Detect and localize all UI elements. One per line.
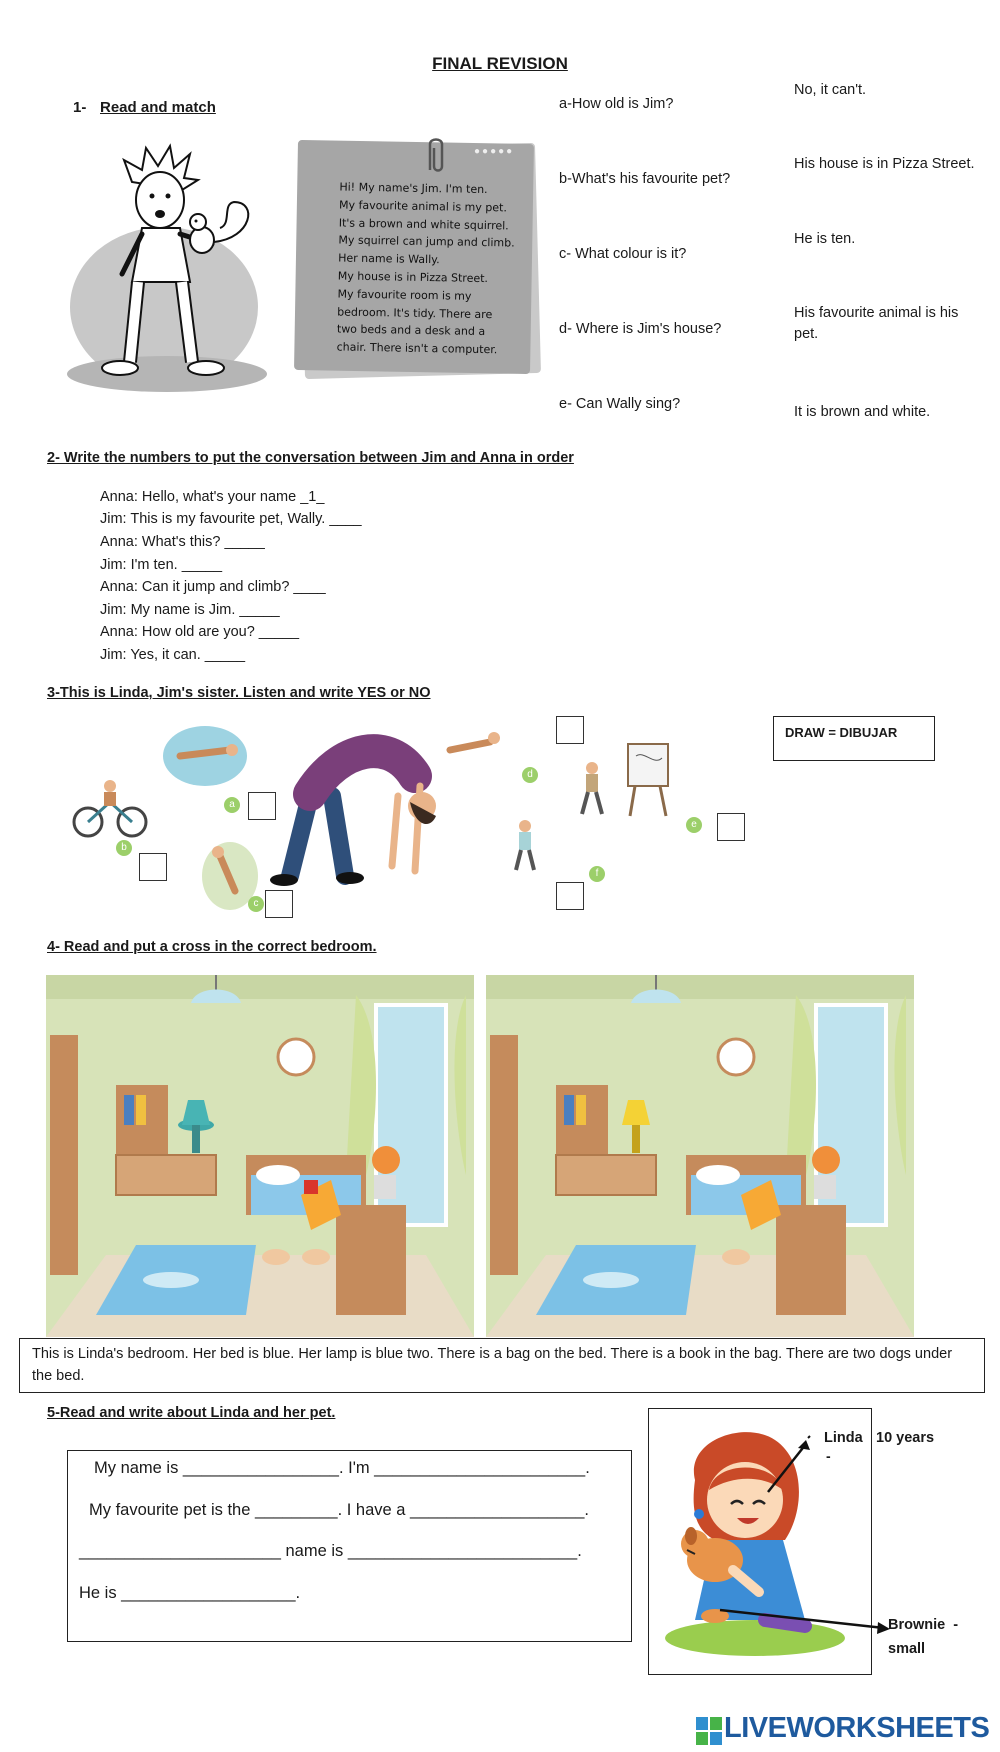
linda-activities-illustration xyxy=(70,706,730,916)
section5-heading: 5-Read and write about Linda and her pet. xyxy=(47,1405,336,1421)
write-line-pet-name[interactable]: ______________________ name is _________________________. xyxy=(79,1542,582,1560)
linda-age: 10 years xyxy=(876,1430,935,1446)
activity-label-e: e xyxy=(686,817,702,833)
conversation-line[interactable]: Jim: Yes, it can. _____ xyxy=(100,647,246,663)
bedroom-description: This is Linda's bedroom. Her bed is blue. Her lamp is blue two. There is a bag on the bed. There is a book in the bag. There are two dogs under the bed. xyxy=(19,1338,985,1393)
section4-heading: 4- Read and put a cross in the correct bedroom. xyxy=(47,939,377,955)
jim-squirrel-illustration xyxy=(62,142,272,392)
note-line: chair. There isn't a computer. xyxy=(336,340,498,357)
activity-label-c: c xyxy=(248,896,264,912)
note-line: bedroom. It's tidy. There are xyxy=(337,305,493,321)
conversation-line[interactable]: Anna: Hello, what's your name _1_ xyxy=(100,489,325,505)
answer-box-b[interactable] xyxy=(139,853,167,881)
note-line: My house is in Pizza Street. xyxy=(337,269,489,286)
activity-label-d: d xyxy=(522,767,538,783)
activity-label-f: f xyxy=(589,866,605,882)
conversation-line[interactable]: Anna: Can it jump and climb? ____ xyxy=(100,579,326,595)
note-text xyxy=(336,178,515,359)
linda-label: Linda xyxy=(824,1430,863,1446)
dog-label: Brownie - xyxy=(888,1617,959,1633)
write-line-pet[interactable]: My favourite pet is the _________. I have a ___________________. xyxy=(89,1501,589,1519)
conversation-line[interactable]: Jim: This is my favourite pet, Wally. ____ xyxy=(100,511,362,527)
conversation-line[interactable]: Anna: How old are you? _____ xyxy=(100,624,300,640)
match-question-d[interactable]: d- Where is Jim's house? xyxy=(559,321,722,337)
label-arrows xyxy=(700,1430,900,1650)
match-answer-1[interactable]: No, it can't. xyxy=(794,82,867,98)
section1-number: 1- xyxy=(73,99,87,116)
conversation-line[interactable]: Anna: What's this? _____ xyxy=(100,534,265,550)
note-line: My favourite animal is my pet. xyxy=(338,198,508,215)
write-line-name-age[interactable]: My name is _________________. I'm _______________________. xyxy=(94,1459,590,1477)
match-question-e[interactable]: e- Can Wally sing? xyxy=(559,396,681,412)
match-answer-5[interactable]: It is brown and white. xyxy=(794,404,931,420)
match-question-b[interactable]: b-What's his favourite pet? xyxy=(559,171,731,187)
conversation-line[interactable]: Jim: My name is Jim. _____ xyxy=(100,602,280,618)
dog-description: small xyxy=(888,1641,926,1657)
answer-box-c[interactable] xyxy=(265,890,293,918)
liveworksheets-logo-icon xyxy=(696,1717,722,1745)
write-line-description[interactable]: He is ___________________. xyxy=(79,1584,301,1602)
liveworksheets-logo-text[interactable]: LIVEWORKSHEETS xyxy=(724,1712,990,1744)
note-line: It's a brown and white squirrel. xyxy=(338,216,509,233)
note-line: My favourite room is my xyxy=(337,287,472,303)
note-line: Her name is Wally. xyxy=(338,251,440,267)
activity-label-b: b xyxy=(116,840,132,856)
match-answer-3[interactable]: He is ten. xyxy=(794,231,856,247)
activity-label-a: a xyxy=(224,797,240,813)
paper-holes: ●●●●● xyxy=(474,146,515,157)
draw-note-box: DRAW = DIBUJAR xyxy=(773,716,935,761)
page-title: FINAL REVISION xyxy=(432,54,568,73)
answer-box-a[interactable] xyxy=(248,792,276,820)
bedroom-right xyxy=(486,975,914,1337)
section2-heading: 2- Write the numbers to put the conversation between Jim and Anna in order xyxy=(47,450,574,466)
answer-box-e[interactable] xyxy=(717,813,745,841)
section3-heading: 3-This is Linda, Jim's sister. Listen and write YES or NO xyxy=(47,685,431,701)
match-answer-4[interactable]: His favourite animal is his pet. xyxy=(794,305,959,342)
match-question-a[interactable]: a-How old is Jim? xyxy=(559,96,674,112)
answer-box-d[interactable] xyxy=(556,716,584,744)
match-answer-2[interactable]: His house is in Pizza Street. xyxy=(794,156,975,172)
section1-heading: Read and match xyxy=(100,99,216,116)
note-line: My squirrel can jump and climb. xyxy=(338,233,515,250)
linda-dash: - xyxy=(826,1448,831,1464)
match-question-c[interactable]: c- What colour is it? xyxy=(559,246,687,262)
conversation-line[interactable]: Jim: I'm ten. _____ xyxy=(100,557,223,573)
answer-box-f[interactable] xyxy=(556,882,584,910)
bedrooms-illustration xyxy=(46,975,914,1337)
bedroom-left xyxy=(46,975,474,1337)
note-line: two beds and a desk and a xyxy=(336,322,486,339)
note-line: Hi! My name's Jim. I'm ten. xyxy=(339,180,488,197)
paperclip-icon xyxy=(420,136,450,176)
